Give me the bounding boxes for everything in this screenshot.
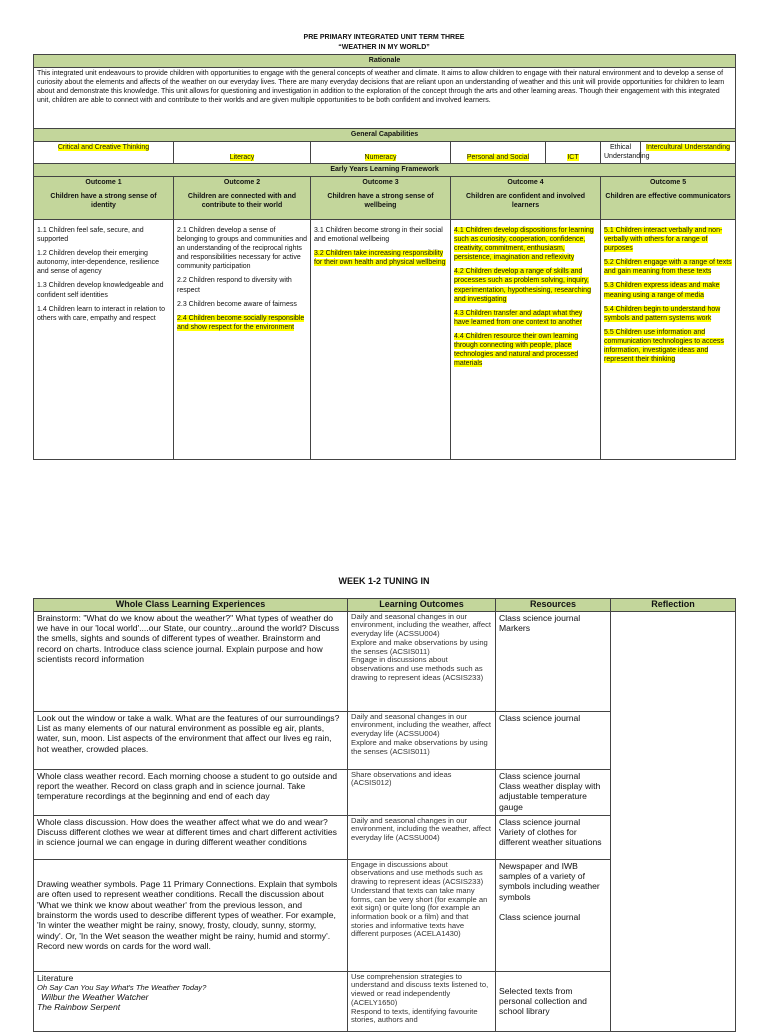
experience-cell: Whole class weather record. Each morning choose a student to go outside and report the weather. Record on class graph and in science journal. Take temperature recordings at the beginning and end of each day [34, 769, 348, 815]
outcomes-cell: Use comprehension strategies to understand and discuss texts listened to, viewed or read independently (ACELY1650) Respond to texts, identifying favourite stories, authors and [348, 971, 496, 1031]
outcome-item-text: 5.3 Children express ideas and make meaning using a range of media [604, 282, 720, 299]
experience-cell: Brainstorm: "What do we know about the weather?" What types of weather do we have in our 'local world'....our State, our country...around the world? Discuss the smells, sights and sounds of different types of weather. Brainstorm and record on charts. Introduce class science journal. Explain purpose and how scientists record information [34, 611, 348, 711]
column-header: Resources [496, 599, 611, 612]
outcome-item [604, 328, 732, 364]
outcomes-cell: Share observations and ideas (ACSIS012) [348, 769, 496, 815]
capability-item [641, 142, 736, 164]
experience-cell [34, 971, 348, 1031]
doc-title: PRE PRIMARY INTEGRATED UNIT TERM THREE [303, 34, 465, 41]
book-title: Oh Say Can You Say What's The Weather Today? [37, 983, 207, 992]
capability-label: Critical and Creative Thinking [57, 144, 150, 151]
learning-experiences-table [33, 598, 736, 1032]
capability-item [546, 142, 601, 164]
unit-overview-table [33, 54, 736, 460]
capabilities-heading: General Capabilities [34, 129, 736, 142]
outcome-header [174, 177, 311, 220]
resources-cell: Class science journal Variety of clothes for different weather situations [496, 815, 611, 859]
capabilities-row [34, 142, 736, 164]
column-header: Reflection [611, 599, 736, 612]
column-header: Whole Class Learning Experiences [34, 599, 348, 612]
outcome-items-2 [174, 220, 311, 460]
outcome-item-text: 5.4 Children begin to understand how symbols and pattern systems work [604, 305, 721, 322]
outcome-item-text: 4.3 Children transfer and adapt what they have learned from one context to another [454, 309, 583, 326]
outcome-header-row [34, 177, 736, 220]
outcome-title: Outcome 5 [649, 179, 687, 186]
outcome-item [604, 281, 732, 299]
rationale-heading: Rationale [34, 55, 736, 68]
outcome-title: Outcome 4 [507, 179, 544, 186]
outcome-item [37, 249, 170, 276]
outcome-desc: Children have a strong sense of wellbeing [327, 193, 434, 210]
capability-label: Intercultural Understanding [646, 144, 731, 151]
capability-item [34, 142, 174, 164]
outcome-item [604, 305, 732, 323]
outcome-item [454, 309, 597, 327]
outcome-item [454, 332, 597, 368]
outcome-item-text: 3.2 Children take increasing responsibility for their own health and physical wellbeing [314, 250, 446, 267]
outcome-item-text: 3.1 Children become strong in their social and emotional wellbeing [314, 227, 443, 244]
eylf-heading: Early Years Learning Framework [34, 164, 736, 177]
outcome-title: Outcome 3 [362, 179, 399, 186]
outcome-items-4 [451, 220, 601, 460]
capability-label: Literacy [229, 153, 255, 161]
book-title: Wilbur the Weather Watcher [41, 992, 149, 1003]
outcome-item-text: 2.2 Children respond to diversity with respect [177, 277, 292, 294]
capability-item [451, 142, 546, 164]
resources-cell: Selected texts from personal collection and school library [496, 971, 611, 1031]
outcome-item [454, 226, 597, 262]
outcome-item-text: 1.1 Children feel safe, secure, and supported [37, 227, 144, 244]
capability-label: ICT [567, 153, 579, 161]
outcome-item [177, 276, 307, 294]
outcome-header [451, 177, 601, 220]
capability-label: Personal and Social [466, 153, 530, 161]
book-title: The Rainbow Serpent [37, 1002, 121, 1013]
week-heading: WEEK 1-2 TUNING IN [338, 576, 430, 586]
outcomes-cell: Engage in discussions about observations and use methods such as drawing to represent ideas (ACSIS233) Understand that texts can take many forms, can be very short (for example an exit sign) or quite long (for example an information book or a film) and that stories and informative texts have different purposes (ACELA1430) [348, 859, 496, 971]
outcome-item-text: 2.1 Children develop a sense of belonging to groups and communities and an understanding of the reciprocal rights and responsibilities necessary for active community participation [177, 227, 307, 271]
outcome-item [37, 305, 170, 323]
outcome-item [177, 226, 307, 271]
capability-item [311, 142, 451, 164]
outcome-item [37, 281, 170, 299]
experience-cell: Drawing weather symbols. Page 11 Primary Connections. Explain that symbols are often used to represent weather conditions. Recall the discussion about 'What we think we know about weather' from the previous lesson, and brainstorm the words used to describe different types of weather. For example, 'In winter the weather might be rainy, snowy, frosty, cloudy, sunny, stormy, windy'. Or, 'In the Wet season the weather might be rainy, humid and stormy'. Record new words on cards for the word wall. [34, 859, 348, 971]
outcome-items-5 [601, 220, 736, 460]
outcome-item [604, 258, 732, 276]
experience-cell: Whole class discussion. How does the weather affect what we do and wear? Discuss different clothes we wear at different times and chart different activities in science journal we can engage in during different weather conditions [34, 815, 348, 859]
table-header-row [34, 599, 736, 612]
resources-cell: Class science journal [496, 711, 611, 769]
outcome-item-text: 4.1 Children develop dispositions for learning such as curiosity, cooperation, confidence, creativity, commitment, enthusiasm, persistence, imagination and reflexivity [454, 227, 594, 262]
outcome-item-text: 1.4 Children learn to interact in relation to others with care, empathy and respect [37, 305, 166, 322]
resources-cell: Newspaper and IWB samples of a variety of symbols including weather symbols Class science journal [496, 859, 611, 971]
outcomes-cell: Daily and seasonal changes in our environment, including the weather, affect everyday life (ACSSU004) [348, 815, 496, 859]
outcome-item-text: 2.3 Children become aware of fairness [177, 300, 297, 308]
outcome-item-text: 4.4 Children resource their own learning through connecting with people, place technologies and natural and processed materials [454, 332, 579, 368]
outcome-desc: Children are confident and involved learners [465, 193, 586, 210]
outcome-desc: Children are connected with and contribute to their world [187, 193, 297, 210]
outcome-item-text: 5.5 Children use information and communication technologies to access information, investigate ideas and represent their thinking [604, 328, 724, 364]
capability-label: Numeracy [364, 153, 397, 161]
capability-item [174, 142, 311, 164]
capability-item [601, 142, 650, 164]
column-header: Learning Outcomes [348, 599, 496, 612]
outcome-item-text: 5.1 Children interact verbally and non-verbally with others for a range of purposes [604, 227, 723, 253]
outcomes-cell: Daily and seasonal changes in our environment, including the weather, affect everyday life (ACSSU004) Explore and make observations by using the senses (ACSIS011) [348, 711, 496, 769]
outcome-title: Outcome 2 [223, 179, 261, 186]
literature-heading: Literature [37, 972, 74, 983]
outcome-title: Outcome 1 [85, 179, 122, 186]
outcome-item-text: 2.4 Children become socially responsible and show respect for the environment [177, 314, 305, 331]
outcome-header [34, 177, 174, 220]
outcome-items-1 [34, 220, 174, 460]
doc-subtitle: “WEATHER IN MY WORLD” [338, 44, 430, 51]
outcome-item-text: 1.3 Children develop knowledgeable and confident self identities [37, 282, 164, 299]
outcome-item-text: 1.2 Children develop their emerging autonomy, inter-dependence, resilience and sense of agency [37, 250, 160, 276]
outcome-desc: Children have a strong sense of identity [50, 193, 157, 210]
outcome-item [314, 226, 447, 244]
capability-label: Ethical Understanding [604, 144, 650, 161]
outcome-header [311, 177, 451, 220]
outcome-item-text: 5.2 Children engage with a range of texts and gain meaning from these texts [604, 259, 732, 276]
table-row [34, 611, 736, 711]
outcome-items-3 [311, 220, 451, 460]
outcome-item [454, 267, 597, 303]
rationale-text: This integrated unit endeavours to provide children with opportunities to engage with the general concepts of weather and climate. It aims to allow children to engage with their natural environment and to develop a sense of curiosity about the elements and affects of the weather on our everyday lives. There are many everyday decisions that are reliant upon an understanding of weather and this unit will provide opportunities for children to learn about and demonstrate this knowledge. This unit allows for questioning and investigation in addition to the exploration of the concept through the arts and other learning areas. Though their engagement with this integrated unit, children are able to connect with and contribute to their worlds and are given multiple opportunities to be both confident and involved learners. [34, 68, 736, 129]
outcome-item [604, 226, 732, 253]
outcome-item [314, 249, 447, 267]
outcome-item-text: 4.2 Children develop a range of skills and processes such as problem solving, inquiry, experimentation, hypothesising, researching and investigating [454, 268, 591, 303]
outcome-item [37, 226, 170, 244]
reflection-cell [611, 611, 736, 1031]
resources-cell: Class science journal Class weather display with adjustable temperature gauge [496, 769, 611, 815]
outcome-desc: Children are effective communicators [605, 193, 731, 201]
outcome-item [177, 314, 307, 332]
resources-cell: Class science journal Markers [496, 611, 611, 711]
outcome-header [601, 177, 736, 220]
outcome-item [177, 300, 307, 309]
experience-cell: Look out the window or take a walk. What are the features of our surroundings? List as many elements of our natural environment as possible eg air, plants, water, sun, moon. List aspects of the environment that affect our lives eg rain, hot weather, crowded places. [34, 711, 348, 769]
outcomes-cell: Daily and seasonal changes in our environment, including the weather, affect everyday life (ACSSU004) Explore and make observations by using the senses (ACSIS011) Engage in discussions about observations and use methods such as drawing to represent ideas (ACSIS233) [348, 611, 496, 711]
